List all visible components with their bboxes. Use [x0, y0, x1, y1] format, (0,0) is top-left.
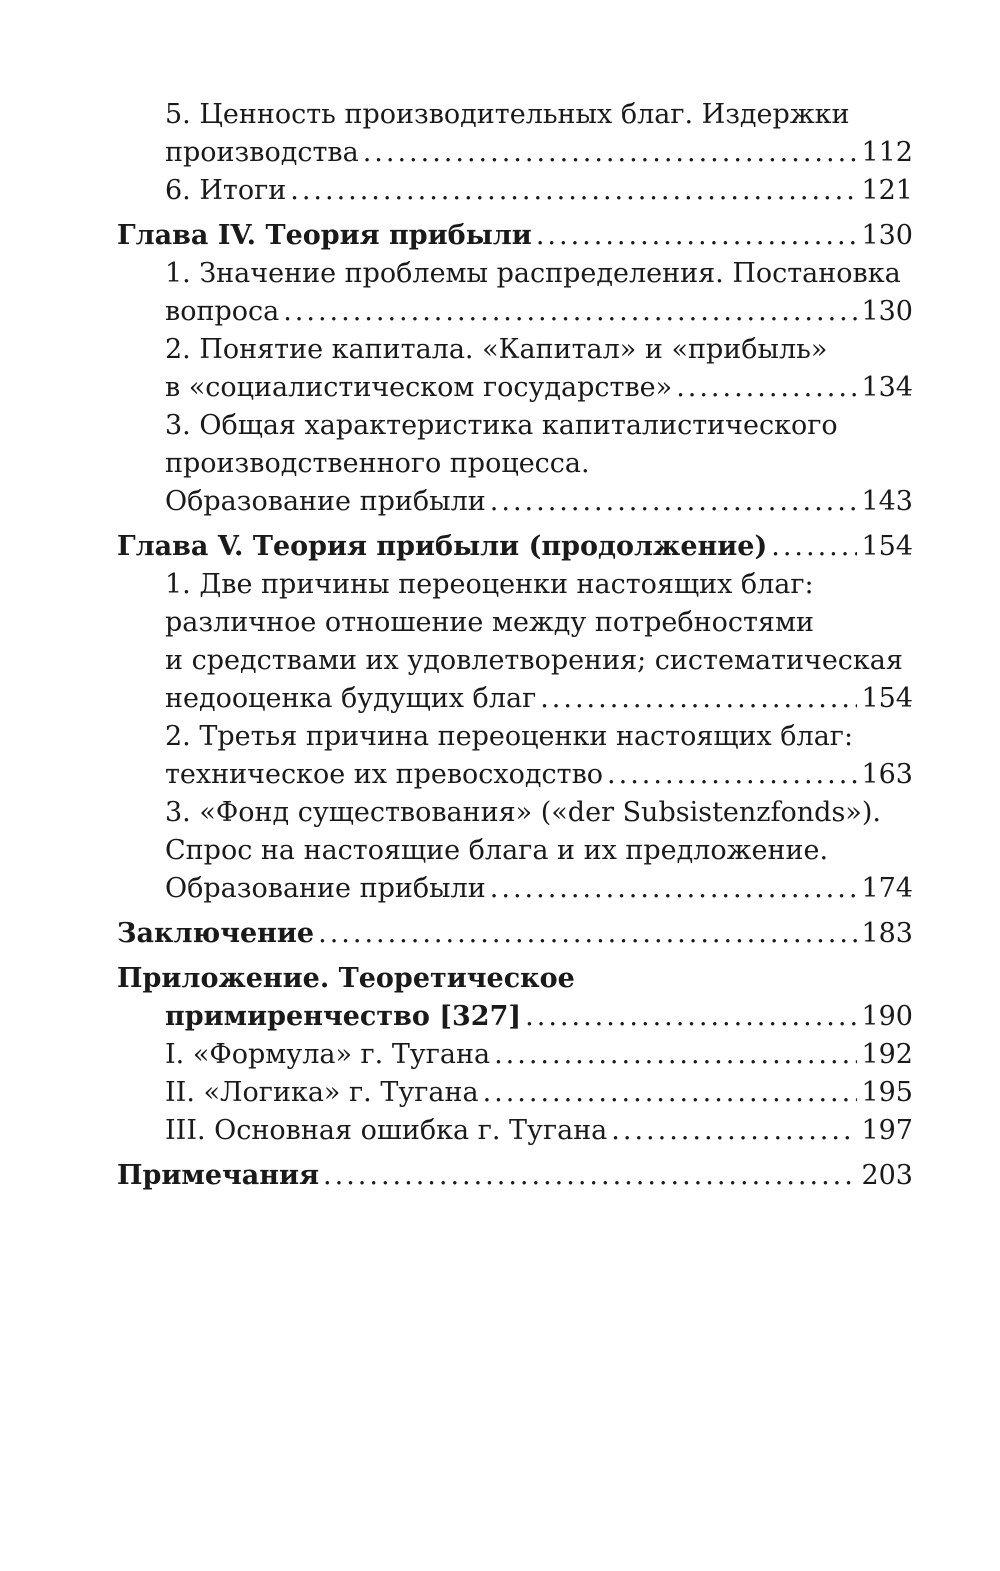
toc-page-number: 134 — [861, 372, 913, 403]
toc-entry-last-line — [165, 756, 913, 794]
toc-page-number: 192 — [861, 1039, 913, 1070]
toc-section-entry — [117, 172, 913, 210]
toc-entry-title-line: 1. Значение проблемы распределения. Постановка — [165, 258, 901, 289]
toc-chapter-entry — [117, 217, 913, 255]
toc-entry-title: I. «Формула» г. Тугана — [165, 1039, 491, 1070]
toc-section-entry — [117, 407, 913, 521]
dot-leader — [283, 293, 857, 331]
toc-page-number: 183 — [861, 918, 913, 949]
dot-leader — [490, 870, 858, 908]
toc-entry-title: Образование прибыли — [165, 486, 486, 517]
toc-entry-last-line — [165, 134, 913, 172]
toc-entry-title-line: 5. Ценность производительных благ. Издержки — [165, 99, 850, 130]
toc-entry-title: производства — [165, 137, 359, 168]
toc-entry-title: III. Основная ошибка г. Тугана — [165, 1115, 608, 1146]
toc-entry-title: Заключение — [117, 918, 315, 949]
toc-entry-title-line: 2. Третья причина переоценки настоящих благ: — [165, 721, 854, 752]
toc-page-number: 130 — [861, 296, 913, 327]
toc-page-number: 174 — [861, 873, 913, 904]
toc-chapter-entry — [117, 960, 913, 1036]
toc-entry-last-line — [117, 217, 913, 255]
toc-section-entry — [117, 1112, 913, 1150]
toc-entry-last-line — [165, 172, 913, 210]
dot-leader — [611, 1112, 857, 1150]
toc-entry-last-line — [117, 1157, 913, 1195]
toc-page-number: 203 — [861, 1160, 913, 1191]
dot-leader — [363, 134, 858, 172]
toc-section-entry — [117, 331, 913, 407]
toc-entry-last-line — [165, 1112, 913, 1150]
toc-entry-title: примиренчество [327] — [165, 1001, 522, 1032]
dot-leader — [318, 915, 857, 953]
toc-entry-title-line: 2. Понятие капитала. «Капитал» и «прибыль» — [165, 334, 828, 365]
toc-entry-title: недооценка будущих благ — [165, 683, 537, 714]
toc-entry-title-line: Спрос на настоящие блага и их предложение. — [165, 835, 829, 866]
toc-chapter-entry — [117, 1157, 913, 1195]
dot-leader — [323, 1157, 857, 1195]
table-of-contents — [117, 96, 913, 1195]
toc-entry-last-line — [165, 1074, 913, 1112]
dot-leader — [490, 483, 858, 521]
toc-page-number: 195 — [861, 1077, 913, 1108]
toc-page-number: 112 — [861, 137, 913, 168]
toc-entry-last-line — [117, 915, 913, 953]
toc-entry-title: в «социалистическом государстве» — [165, 372, 673, 403]
toc-section-entry — [117, 794, 913, 908]
toc-page-number: 130 — [861, 220, 913, 251]
toc-entry-title: техническое их превосходство — [165, 759, 604, 790]
toc-entry-title-line: Приложение. Теоретическое — [117, 963, 575, 994]
dot-leader — [540, 680, 857, 718]
toc-page-number: 190 — [861, 1001, 913, 1032]
dot-leader — [525, 998, 857, 1036]
toc-entry-title-line: различное отношение между потребностями — [165, 607, 814, 638]
toc-section-entry — [117, 1036, 913, 1074]
toc-page-number: 154 — [861, 683, 913, 714]
toc-page-number: 143 — [861, 486, 913, 517]
toc-entry-last-line — [165, 1036, 913, 1074]
toc-section-entry — [117, 96, 913, 172]
toc-section-entry — [117, 718, 913, 794]
toc-page-number: 163 — [861, 759, 913, 790]
toc-page-number: 154 — [861, 531, 913, 562]
toc-section-entry — [117, 566, 913, 718]
toc-chapter-entry — [117, 915, 913, 953]
dot-leader — [676, 369, 857, 407]
toc-section-entry — [117, 255, 913, 331]
toc-entry-title: вопроса — [165, 296, 280, 327]
toc-entry-last-line — [165, 293, 913, 331]
toc-entry-title: II. «Логика» г. Тугана — [165, 1077, 479, 1108]
toc-entry-last-line — [165, 369, 913, 407]
toc-entry-title: Глава V. Теория прибыли (продолжение) — [117, 531, 768, 562]
dot-leader — [494, 1036, 857, 1074]
toc-entry-title-line: 3. «Фонд существования» («der Subsistenzfonds»). — [165, 797, 881, 828]
dot-leader — [483, 1074, 858, 1112]
toc-section-entry — [117, 1074, 913, 1112]
toc-entry-title-line: 3. Общая характеристика капиталистического — [165, 410, 838, 441]
toc-entry-title: Глава IV. Теория прибыли — [117, 220, 532, 251]
dot-leader — [607, 756, 857, 794]
toc-entry-last-line — [165, 870, 913, 908]
dot-leader — [536, 217, 858, 255]
toc-chapter-entry — [117, 528, 913, 566]
toc-entry-last-line — [117, 528, 913, 566]
toc-entry-title: Примечания — [117, 1160, 320, 1191]
toc-page-number: 121 — [861, 175, 913, 206]
toc-entry-title-line: производственного процесса. — [165, 448, 590, 479]
toc-entry-title-line: 1. Две причины переоценки настоящих благ: — [165, 569, 814, 600]
dot-leader — [771, 528, 857, 566]
toc-entry-title: 6. Итоги — [165, 175, 287, 206]
toc-entry-title: Образование прибыли — [165, 873, 486, 904]
toc-page-number: 197 — [861, 1115, 913, 1146]
toc-entry-last-line — [165, 680, 913, 718]
dot-leader — [290, 172, 857, 210]
toc-entry-title-line: и средствами их удовлетворения; систематическая — [165, 645, 903, 676]
toc-entry-last-line — [117, 998, 913, 1036]
toc-entry-last-line — [165, 483, 913, 521]
